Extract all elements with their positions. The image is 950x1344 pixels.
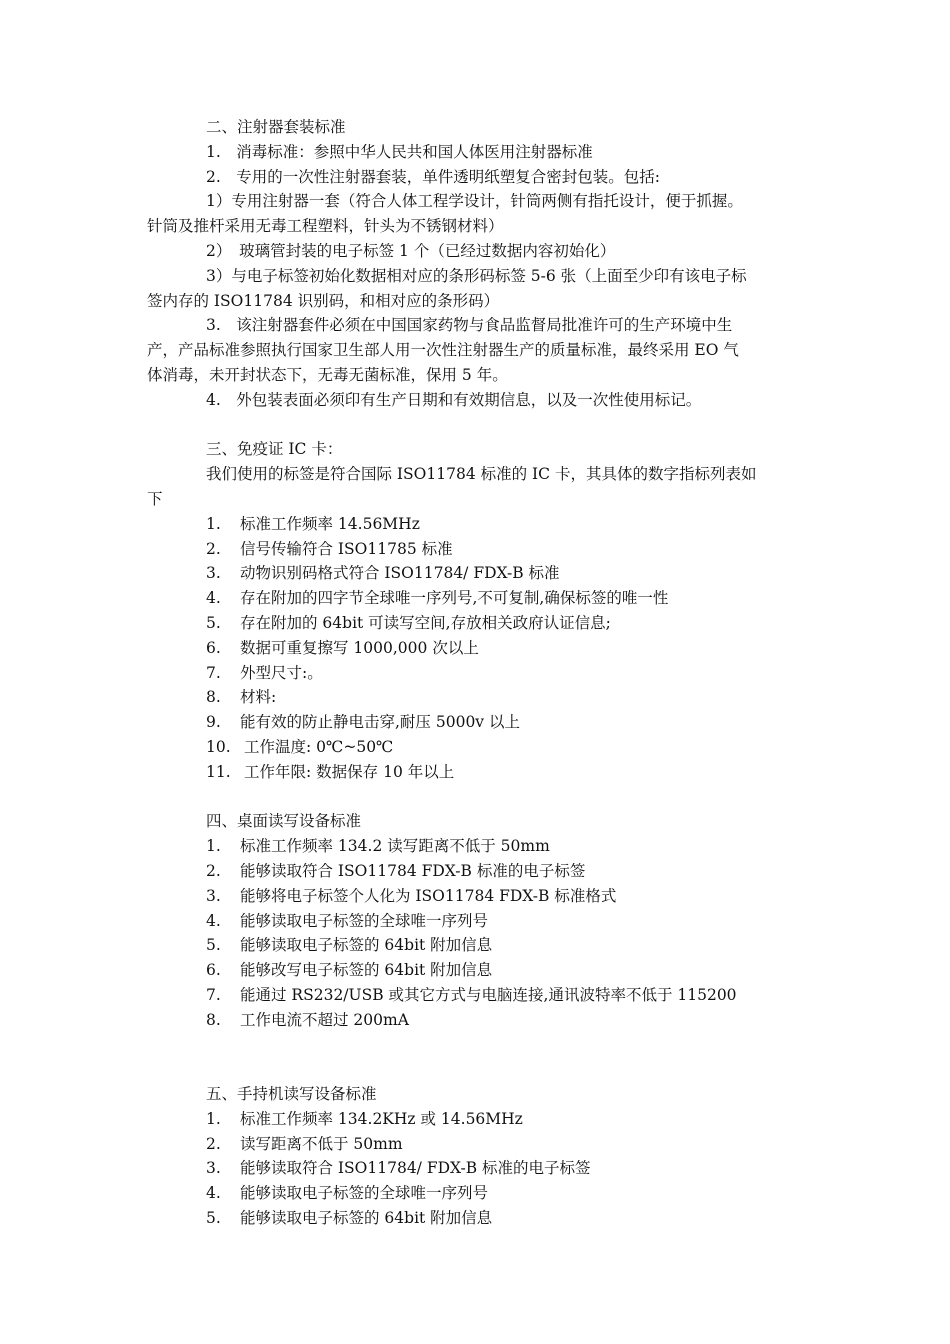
s4-item-text: 能够改写电子标签的 64bit 附加信息	[240, 961, 493, 980]
s5-item	[147, 1156, 812, 1181]
s5-item-text: 读写距离不低于 50mm	[240, 1134, 403, 1153]
s3-item-number: 4.	[206, 589, 221, 608]
s3-item-text: 存在附加的四字节全球唯一序列号,不可复制,确保标签的唯一性	[240, 589, 669, 608]
s3-item	[147, 636, 812, 661]
s4-item	[147, 1008, 812, 1033]
document-body	[147, 115, 812, 1231]
s3-item	[147, 537, 812, 562]
section-3-heading: 三、免疫证 IC 卡：	[206, 440, 343, 459]
spacer	[147, 1057, 812, 1082]
s3-spec-list	[147, 512, 812, 785]
s3-item	[147, 611, 812, 636]
s4-spec-list	[147, 834, 812, 1032]
s5-item-text: 能够读取符合 ISO11784/ FDX-B 标准的电子标签	[240, 1159, 591, 1178]
s3-item-text: 外型尺寸:。	[240, 663, 323, 682]
s3-item-number: 1.	[206, 514, 221, 533]
s3-item-number: 11.	[206, 762, 231, 781]
s3-item-text: 工作温度: 0℃~50℃	[244, 737, 394, 756]
s4-item-text: 能通过 RS232/USB 或其它方式与电脑连接,通讯波特率不低于 115200	[240, 985, 737, 1004]
s2-item-4: 4. 外包装表面必须印有生产日期和有效期信息，以及一次性使用标记。	[206, 390, 702, 409]
s4-item-text: 能够读取电子标签的 64bit 附加信息	[240, 936, 493, 955]
s4-item-number: 6.	[206, 961, 221, 980]
s5-item-number: 3.	[206, 1159, 221, 1178]
s2-item-3-line-c: 体消毒，未开封状态下，无毒无菌标准，保用 5 年。	[147, 365, 508, 384]
s4-item	[147, 909, 812, 934]
s3-item	[147, 685, 812, 710]
s4-item-number: 3.	[206, 886, 221, 905]
spacer	[147, 785, 812, 810]
s3-item	[147, 661, 812, 686]
s5-item	[147, 1181, 812, 1206]
s4-item-text: 能够读取电子标签的全球唯一序列号	[240, 911, 489, 930]
s3-item	[147, 735, 812, 760]
s2-item-1: 1. 消毒标准：参照中华人民共和国人体医用注射器标准	[206, 142, 593, 161]
s5-item-text: 标准工作频率 134.2KHz 或 14.56MHz	[240, 1109, 523, 1128]
s2-sub-3-line-b: 签内存的 ISO11784 识别码，和相对应的条形码）	[147, 291, 500, 310]
s3-item-number: 2.	[206, 539, 221, 558]
s4-item-number: 8.	[206, 1010, 221, 1029]
s5-item-number: 2.	[206, 1134, 221, 1153]
section-5-heading: 五、手持机读写设备标准	[206, 1085, 377, 1104]
s5-item-number: 4.	[206, 1184, 221, 1203]
s5-item	[147, 1132, 812, 1157]
s4-item	[147, 983, 812, 1008]
s3-item	[147, 710, 812, 735]
s3-item-number: 10.	[206, 737, 231, 756]
spacer	[147, 1032, 812, 1057]
s3-item-number: 7.	[206, 663, 221, 682]
s4-item-number: 1.	[206, 837, 221, 856]
spacer	[147, 413, 812, 438]
s2-sub-3-line-a: 3）与电子标签初始化数据相对应的条形码标签 5-6 张（上面至少印有该电子标	[206, 266, 747, 285]
s3-item	[147, 561, 812, 586]
s5-item	[147, 1107, 812, 1132]
s3-item-text: 动物识别码格式符合 ISO11784/ FDX-B 标准	[240, 564, 560, 583]
s5-item-text: 能够读取电子标签的 64bit 附加信息	[240, 1209, 493, 1228]
s3-item-number: 3.	[206, 564, 221, 583]
s4-item-text: 能够将电子标签个人化为 ISO11784 FDX-B 标准格式	[240, 886, 617, 905]
s5-item-number: 5.	[206, 1209, 221, 1228]
s3-item-number: 5.	[206, 613, 221, 632]
s4-item	[147, 958, 812, 983]
section-4-heading: 四、桌面读写设备标准	[206, 812, 362, 831]
s4-item	[147, 859, 812, 884]
s3-item-number: 6.	[206, 638, 221, 657]
s2-item-2: 2. 专用的一次性注射器套装，单件透明纸塑复合密封包装。包括:	[206, 167, 661, 186]
s4-item-number: 5.	[206, 936, 221, 955]
s4-item-text: 标准工作频率 134.2 读写距离不低于 50mm	[240, 837, 550, 856]
s3-item-text: 工作年限: 数据保存 10 年以上	[244, 762, 455, 781]
s4-item-number: 4.	[206, 911, 221, 930]
s3-item-text: 信号传输符合 ISO11785 标准	[240, 539, 453, 558]
section-2-heading: 二、注射器套装标准	[206, 118, 346, 136]
s2-sub-2: 2） 玻璃管封装的电子标签 1 个（已经过数据内容初始化）	[206, 241, 616, 260]
s5-item-text: 能够读取电子标签的全球唯一序列号	[240, 1184, 489, 1203]
s3-item-text: 能有效的防止静电击穿,耐压 5000v 以上	[240, 713, 520, 732]
s3-item	[147, 512, 812, 537]
s3-intro-line-a: 我们使用的标签是符合国际 ISO11784 标准的 IC 卡，其具体的数字指标列表如	[206, 465, 757, 484]
s3-item-text: 材料:	[240, 688, 277, 707]
s3-item-number: 8.	[206, 688, 221, 707]
s2-sub-1-line-b: 针筒及推杆采用无毒工程塑料，针头为不锈钢材料）	[147, 217, 504, 236]
s3-item	[147, 586, 812, 611]
s4-item-number: 7.	[206, 985, 221, 1004]
s3-item-text: 数据可重复擦写 1000,000 次以上	[240, 638, 479, 657]
s5-item	[147, 1206, 812, 1231]
s3-item-number: 9.	[206, 713, 221, 732]
s4-item-number: 2.	[206, 861, 221, 880]
s4-item	[147, 834, 812, 859]
s2-sub-1-line-a: 1）专用注射器一套（符合人体工程学设计，针筒两侧有指托设计，便于抓握。	[206, 192, 743, 211]
s2-item-3-line-a: 3. 该注射器套件必须在中国国家药物与食品监督局批准许可的生产环境中生	[206, 316, 733, 335]
s4-item	[147, 884, 812, 909]
s4-item	[147, 933, 812, 958]
s5-item-number: 1.	[206, 1109, 221, 1128]
s5-spec-list	[147, 1107, 812, 1231]
s3-item-text: 存在附加的 64bit 可读写空间,存放相关政府认证信息;	[240, 613, 611, 632]
s4-item-text: 工作电流不超过 200mA	[240, 1010, 409, 1029]
s3-item-text: 标准工作频率 14.56MHz	[240, 514, 420, 533]
s4-item-text: 能够读取符合 ISO11784 FDX-B 标准的电子标签	[240, 861, 586, 880]
s2-item-3-line-b: 产，产品标准参照执行国家卫生部人用一次性注射器生产的质量标准，最终采用 EO 气	[147, 341, 739, 360]
s3-item	[147, 760, 812, 785]
s3-intro-line-b: 下	[147, 489, 163, 508]
